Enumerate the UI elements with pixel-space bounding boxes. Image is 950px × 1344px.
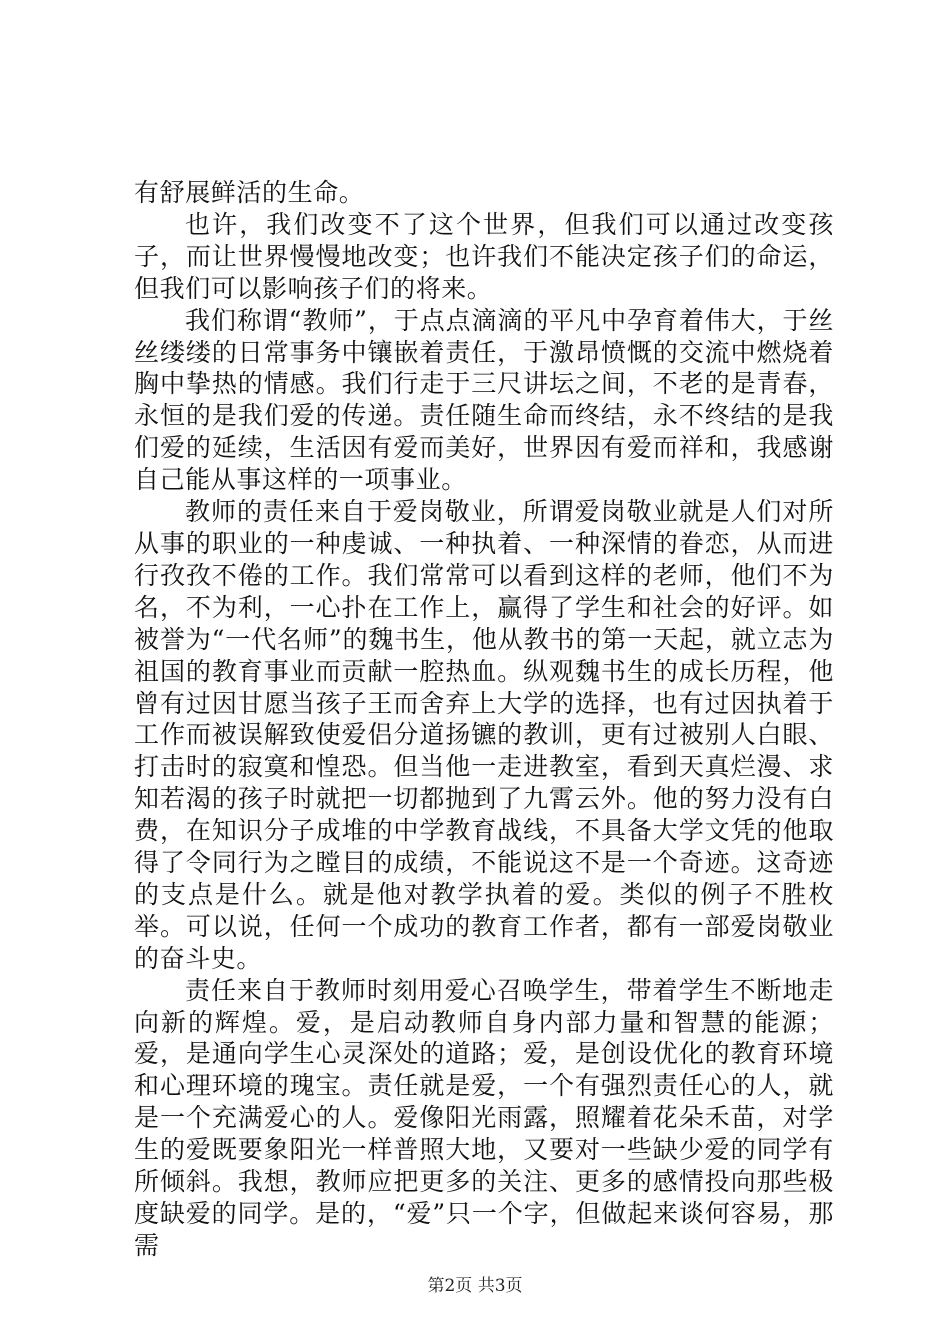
paragraph-5: 责任来自于教师时刻用爱心召唤学生，带着学生不断地走向新的辉煌。爱，是启动教师自身内部力量和智慧的能源；爱，是通向学生心灵深处的道路；爱，是创设优化的教育环境和心理环境的瑰宝。责任就是爱，一个有强烈责任心的人，就是一个充满爱心的人。爱像阳光雨露，照耀着花朵禾苗，对学生的爱既要象阳光一样普照大地，又要对一些缺少爱的同学有所倾斜。我想，教师应把更多的关注、更多的感情投向那些极度缺爱的同学。是的，“爱”只一个字，但做起来谈何容易，那需: [134, 975, 834, 1260]
paragraph-4: 教师的责任来自于爱岗敬业，所谓爱岗敬业就是人们对所从事的职业的一种虔诚、一种执着、一种深情的眷恋，从而进行孜孜不倦的工作。我们常常可以看到这样的老师，他们不为名，不为利，一心扑在工作上，赢得了学生和社会的好评。如被誉为“一代名师”的魏书生，他从教书的第一天起，就立志为祖国的教育事业而贡献一腔热血。纵观魏书生的成长历程，他曾有过因甘愿当孩子王而舍弃上大学的选择，也有过因执着于工作而被误解致使爱侣分道扬镳的教训，更有过被别人白眼、打击时的寂寞和惶恐。但当他一走进教室，看到天真烂漫、求知若渴的孩子时就把一切都抛到了九霄云外。他的努力没有白费，在知识分子成堆的中学教育战线，不具备大学文凭的他取得了令同行为之瞠目的成绩，不能说这不是一个奇迹。这奇迹的支点是什么。就是他对教学执着的爱。类似的例子不胜枚举。可以说，任何一个成功的教育工作者，都有一部爱岗敬业的奋斗史。: [134, 497, 834, 973]
document-body: [134, 177, 834, 1262]
paragraph-3: 我们称谓“教师”，于点点滴滴的平凡中孕育着伟大，于丝丝缕缕的日常事务中镶嵌着责任，于激昂愤慨的交流中燃烧着胸中挚热的情感。我们行走于三尺讲坛之间，不老的是青春，永恒的是我们爱的传递。责任随生命而终结，永不终结的是我们爱的延续，生活因有爱而美好，世界因有爱而祥和，我感谢自己能从事这样的一项事业。: [134, 305, 834, 495]
paragraph-2: 也许，我们改变不了这个世界，但我们可以通过改变孩子，而让世界慢慢地改变；也许我们不能决定孩子们的命运，但我们可以影响孩子们的将来。: [134, 209, 834, 303]
page-footer: 第2页 共3页: [427, 1276, 523, 1296]
paragraph-1: 有舒展鲜活的生命。: [134, 178, 365, 207]
